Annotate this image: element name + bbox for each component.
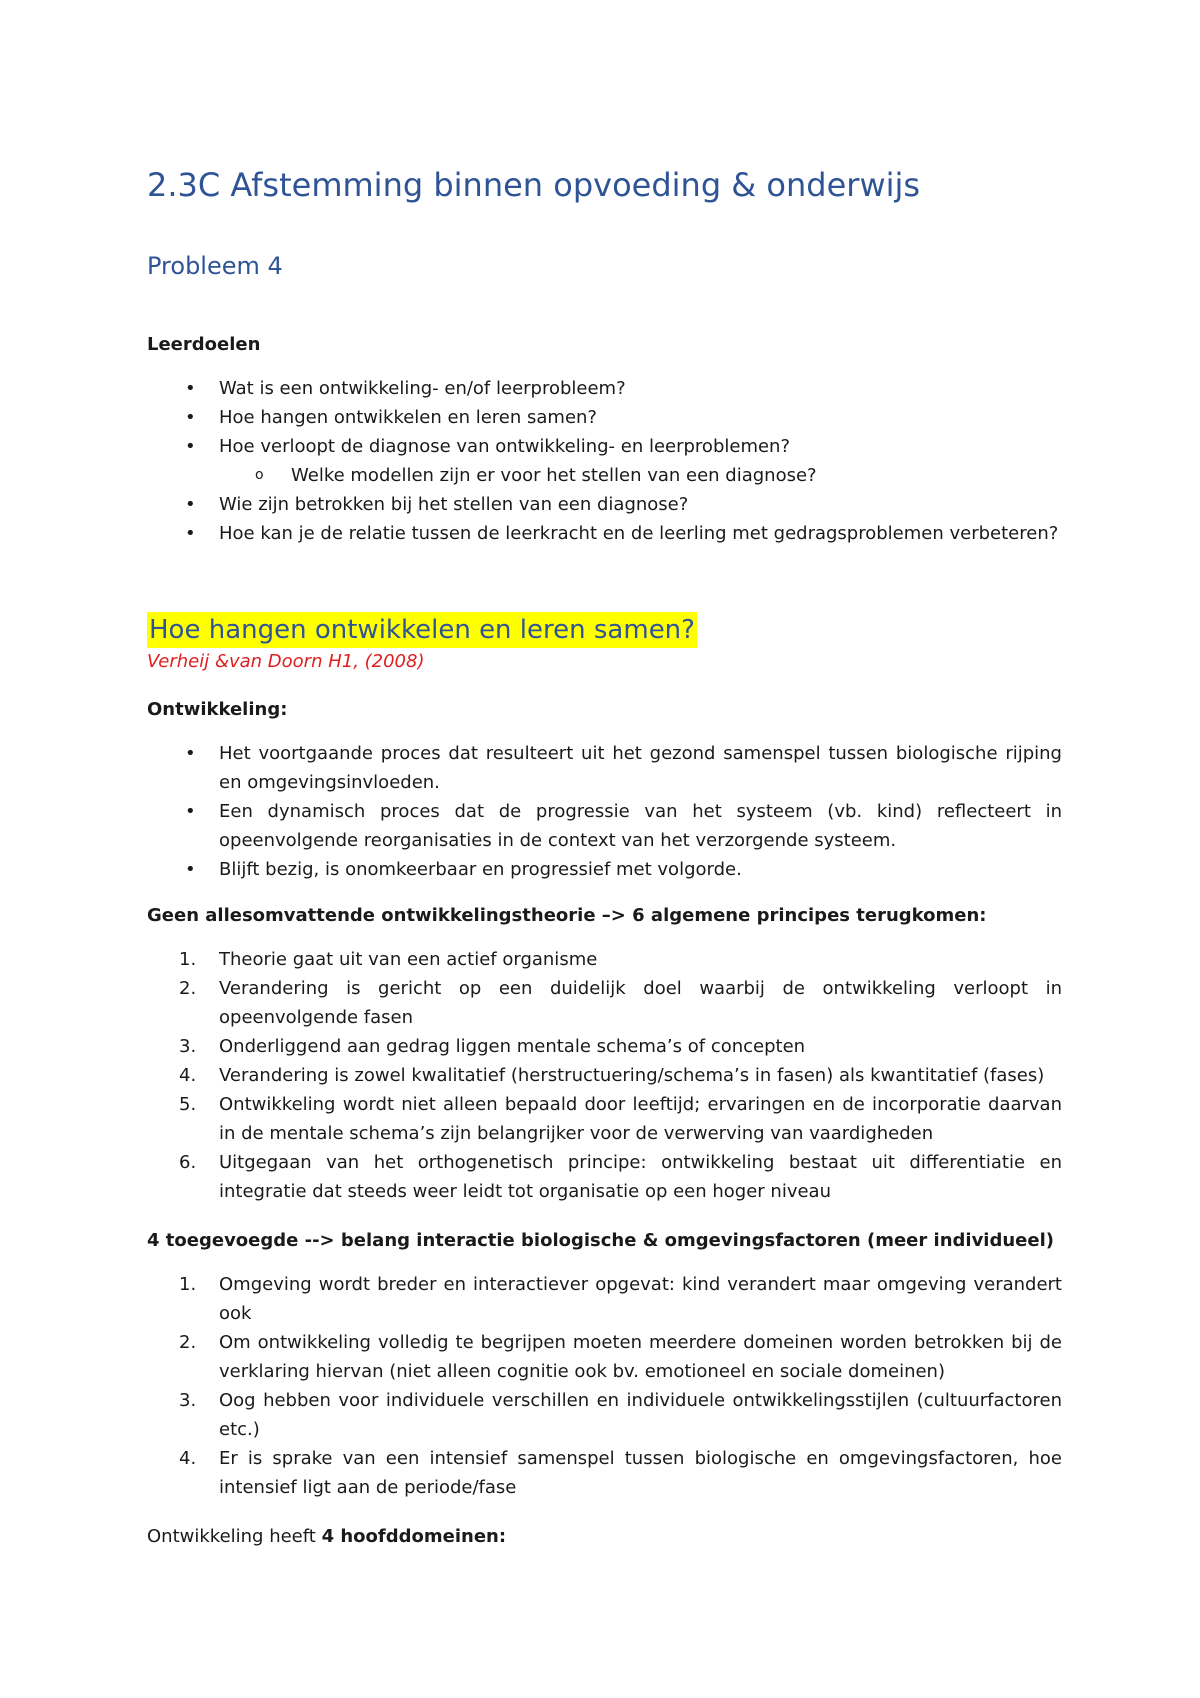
leerdoelen-label: Leerdoelen xyxy=(147,334,261,355)
bullet-icon: • xyxy=(185,436,196,457)
principes-list xyxy=(147,945,1062,1206)
principes-label: Geen allesomvattende ontwikkelingstheorie –> 6 algemene principes terugkomen: xyxy=(147,905,987,926)
list-number: 3. xyxy=(179,1390,197,1411)
bullet-icon: • xyxy=(185,378,196,399)
list-item: 2. Verandering is gericht op een duidelijk doel waarbij de ontwikkeling verloopt in opeenvolgende fasen xyxy=(147,974,1062,1032)
list-item: 1. Theorie gaat uit van een actief organisme xyxy=(147,945,1062,974)
bullet-icon: • xyxy=(185,523,196,544)
list-number: 2. xyxy=(179,1332,197,1353)
list-item: • Wat is een ontwikkeling- en/of leerprobleem? xyxy=(147,374,1062,403)
list-number: 3. xyxy=(179,1036,197,1057)
ontwikkeling-label: Ontwikkeling: xyxy=(147,699,288,720)
list-item: • Hoe kan je de relatie tussen de leerkracht en de leerling met gedragsproblemen verbeteren? xyxy=(147,519,1062,548)
list-item: 4. Verandering is zowel kwalitatief (herstructuering/schema’s in fasen) als kwantitatief (fases) xyxy=(147,1061,1062,1090)
list-number: 4. xyxy=(179,1448,197,1469)
list-subitem: o Welke modellen zijn er voor het stellen van een diagnose? xyxy=(147,461,1062,490)
list-item: 6. Uitgegaan van het orthogenetisch principe: ontwikkeling bestaat uit differentiatie en integratie dat steeds weer leidt tot organisatie op een hoger niveau xyxy=(147,1148,1062,1206)
list-item: 2. Om ontwikkeling volledig te begrijpen moeten meerdere domeinen worden betrokken bij de verklaring hiervan (niet alleen cognitie ook bv. emotioneel en sociale domeinen) xyxy=(147,1328,1062,1386)
list-item: • Wie zijn betrokken bij het stellen van een diagnose? xyxy=(147,490,1062,519)
list-number: 4. xyxy=(179,1065,197,1086)
sub-bullet-icon: o xyxy=(255,467,264,483)
list-item: 5. Ontwikkeling wordt niet alleen bepaald door leeftijd; ervaringen en de incorporatie daarvan in de mentale schema’s zijn belangrijker voor de verwerving van vaardigheden xyxy=(147,1090,1062,1148)
hoofddomeinen-label: Ontwikkeling heeft 4 hoofddomeinen: xyxy=(147,1526,507,1547)
list-number: 1. xyxy=(179,1274,197,1295)
list-item: • Blijft bezig, is onomkeerbaar en progressief met volgorde. xyxy=(147,855,1062,884)
list-item: 3. Onderliggend aan gedrag liggen mentale schema’s of concepten xyxy=(147,1032,1062,1061)
bullet-icon: • xyxy=(185,743,196,764)
bullet-icon: • xyxy=(185,494,196,515)
bullet-icon: • xyxy=(185,801,196,822)
toegevoegd-list xyxy=(147,1270,1062,1502)
bullet-icon: • xyxy=(185,859,196,880)
toegevoegd-label: 4 toegevoegde --> belang interactie biologische & omgevingsfactoren (meer individueel) xyxy=(147,1230,1054,1251)
list-item: 3. Oog hebben voor individuele verschillen en individuele ontwikkelingsstijlen (cultuurfactoren etc.) xyxy=(147,1386,1062,1444)
list-item: • Een dynamisch proces dat de progressie van het systeem (vb. kind) reflecteert in opeenvolgende reorganisaties in de context van het verzorgende systeem. xyxy=(147,797,1062,855)
list-item: • Het voortgaande proces dat resulteert uit het gezond samenspel tussen biologische rijping en omgevingsinvloeden. xyxy=(147,739,1062,797)
ontwikkeling-list xyxy=(147,739,1062,884)
source-citation: Verheij &van Doorn H1, (2008) xyxy=(147,651,425,672)
list-number: 1. xyxy=(179,949,197,970)
document-subtitle: Probleem 4 xyxy=(147,252,283,280)
list-item: • Hoe hangen ontwikkelen en leren samen? xyxy=(147,403,1062,432)
list-number: 6. xyxy=(179,1152,197,1173)
list-item: 4. Er is sprake van een intensief samenspel tussen biologische en omgevingsfactoren, hoe intensief ligt aan de periode/fase xyxy=(147,1444,1062,1502)
leerdoelen-list xyxy=(147,374,1062,548)
document-title: 2.3C Afstemming binnen opvoeding & onderwijs xyxy=(147,166,921,204)
list-item: 1. Omgeving wordt breder en interactiever opgevat: kind verandert maar omgeving verandert ook xyxy=(147,1270,1062,1328)
list-number: 5. xyxy=(179,1094,197,1115)
list-number: 2. xyxy=(179,978,197,999)
bullet-icon: • xyxy=(185,407,196,428)
section-heading: Hoe hangen ontwikkelen en leren samen? xyxy=(147,612,697,648)
list-item: • Hoe verloopt de diagnose van ontwikkeling- en leerproblemen? xyxy=(147,432,1062,461)
